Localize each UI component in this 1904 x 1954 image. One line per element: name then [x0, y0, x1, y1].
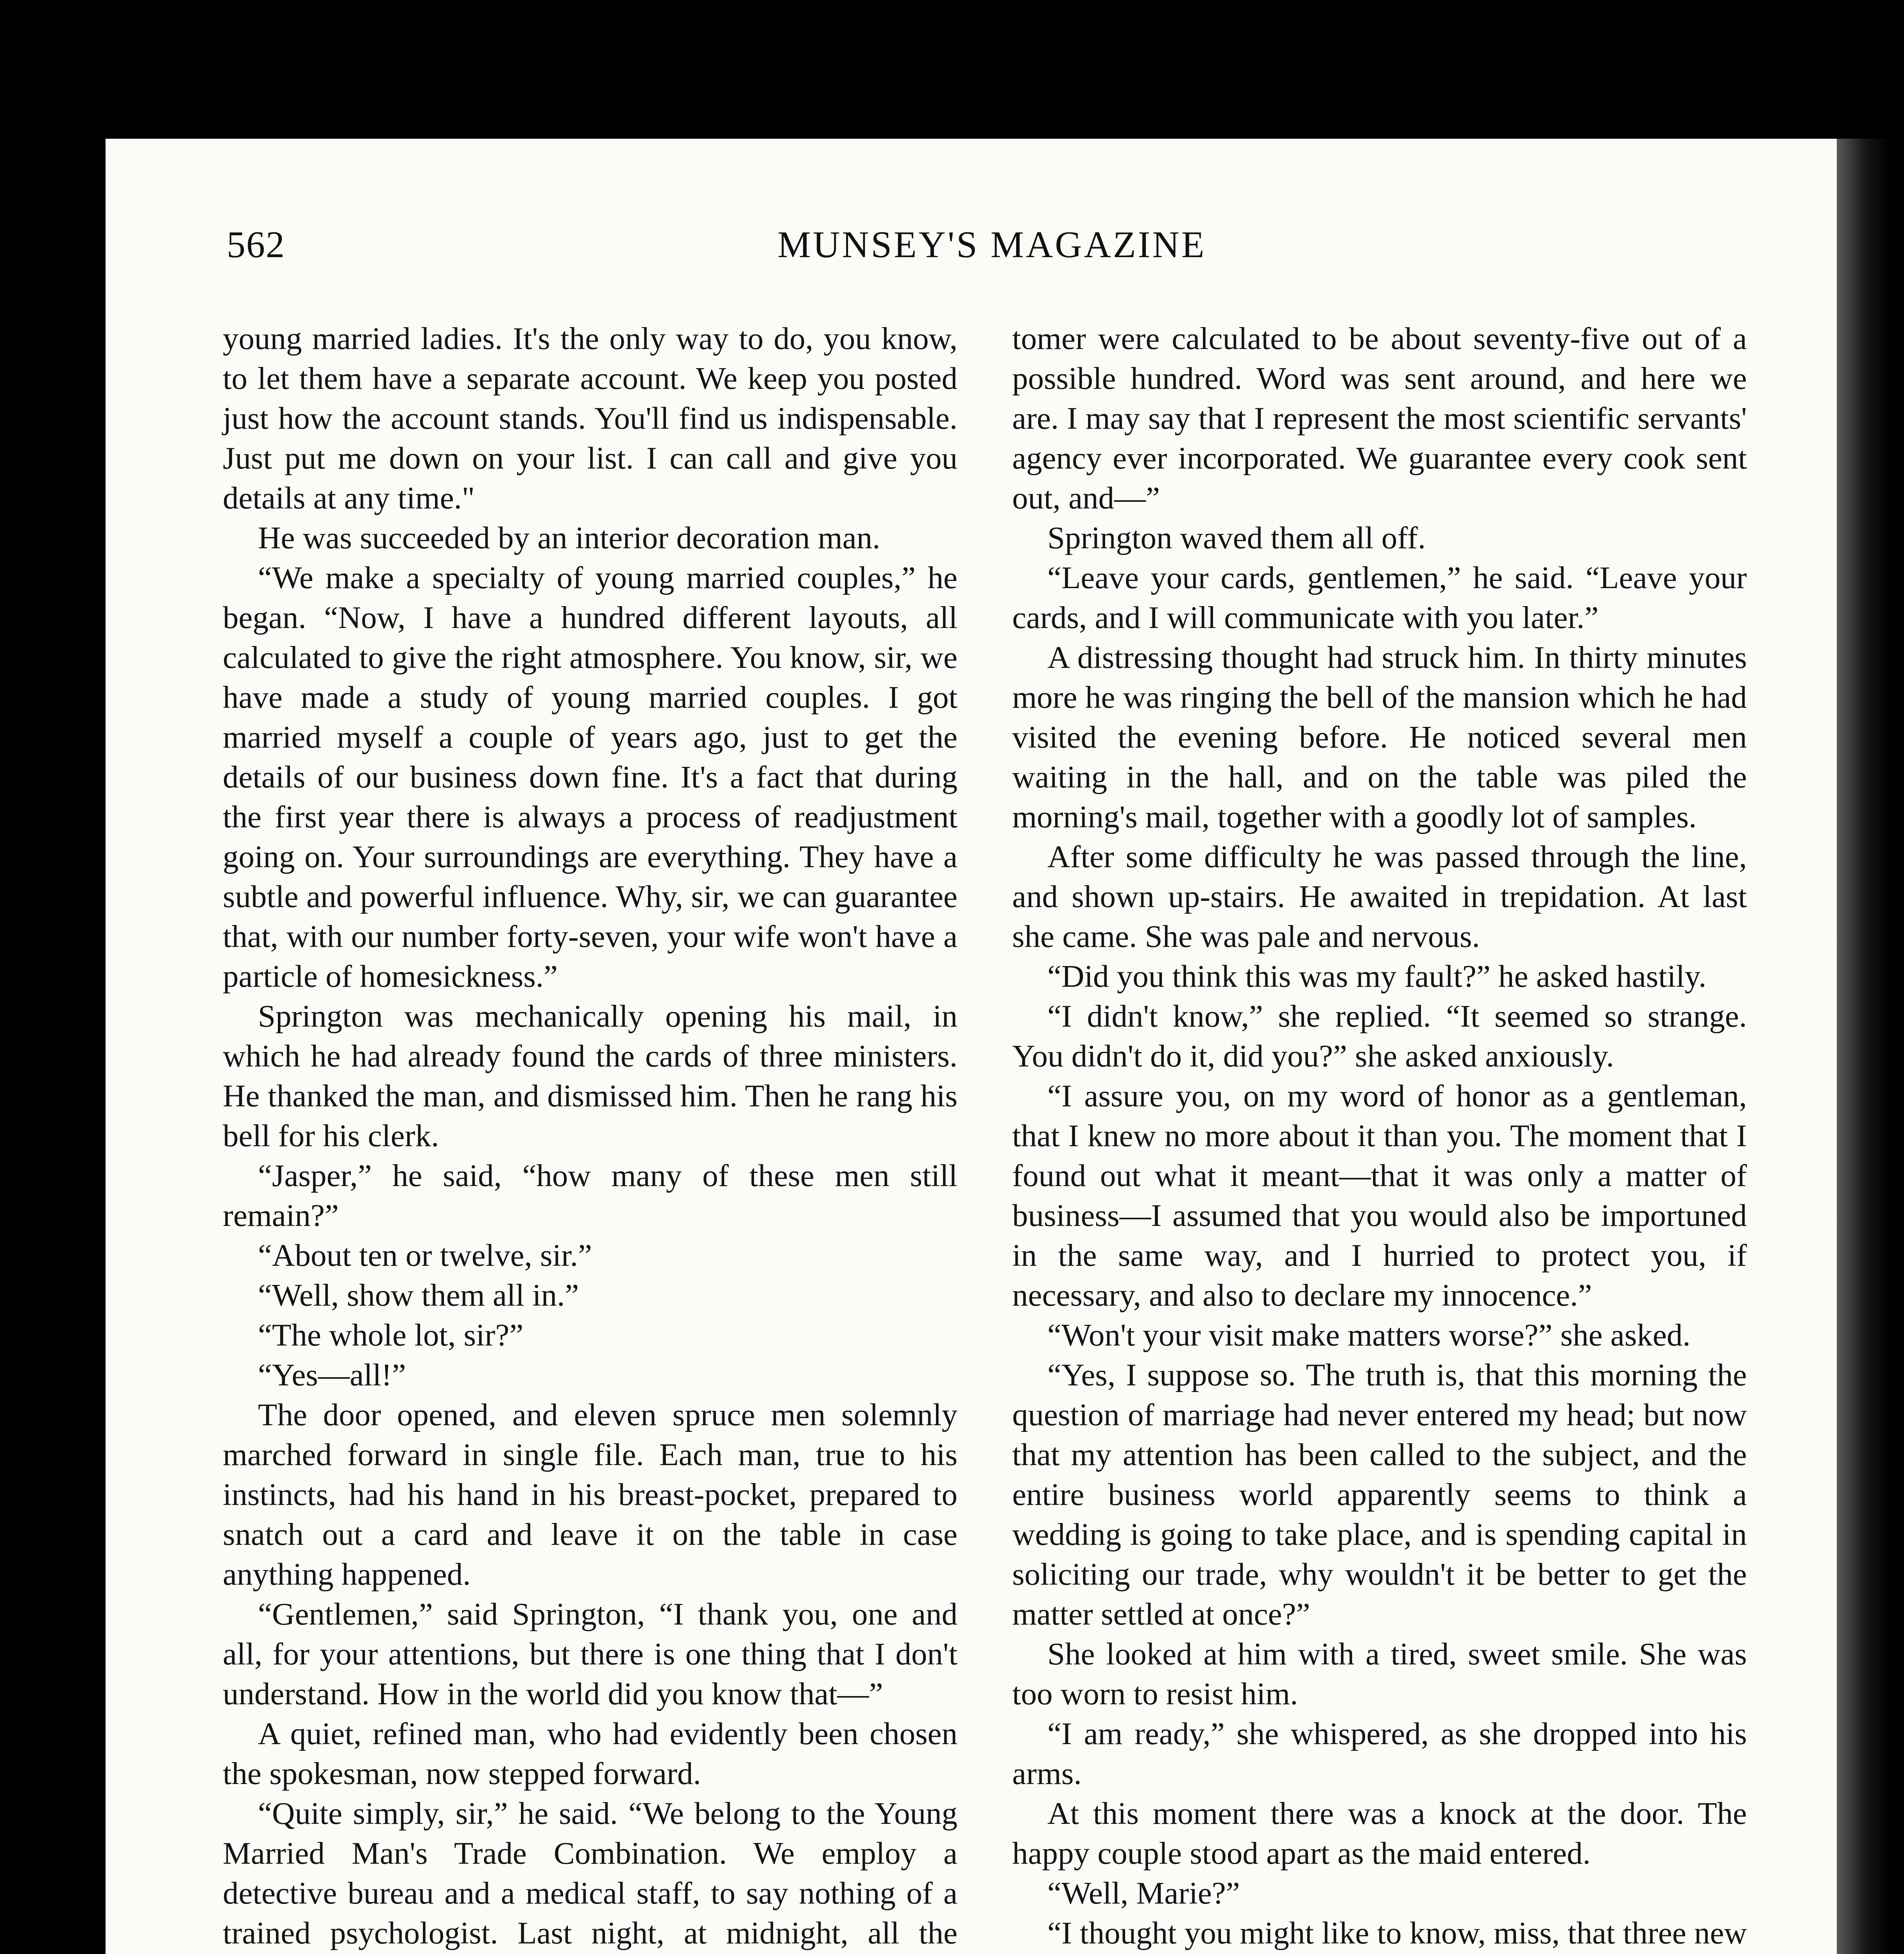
magazine-page — [106, 139, 1878, 1954]
left-column — [223, 319, 957, 1954]
paragraph: “I thought you might like to know, miss, that three new — [1047, 1915, 1747, 1950]
paragraph: Springton waved them all off. — [1047, 520, 1426, 555]
paragraph: “We make a specialty of young married couples,” he began. “Now, I have a hundred different layouts, all calculated to give the right atmosphere. You know, sir, we have made a study of young married couples. I got married myself a couple of years ago, just to get the details of our business down fine. It's a fact that during the first year there is always a process of readjustment going on. Your surroundings are everything. They have a subtle and powerful influence. Why, sir, we can guarantee that, with our number forty-seven, your wife won't have a particle of homesickness.” — [223, 560, 957, 994]
page-number: 562 — [227, 224, 285, 265]
paragraph: “Did you think this was my fault?” he asked hastily. — [1047, 959, 1707, 994]
paragraph: “I assure you, on my word of honor as a gentleman, that I knew no more about it than you. The moment that I found out what it meant—that it was only a matter of business—I assumed that you would also be importuned in the same way, and I hurried to protect you, if necessary, and also to declare my innocence.” — [1012, 1078, 1747, 1313]
paragraph: A quiet, refined man, who had evidently been chosen the spokesman, now stepped forward. — [223, 1716, 957, 1791]
paragraph: The door opened, and eleven spruce men solemnly marched forward in single file. Each man, true to his instincts, had his hand in his breast-pocket, prepared to snatch out a card and leave it on the table in case anything happened. — [223, 1397, 957, 1592]
paragraph: young married ladies. It's the only way to do, you know, to let them have a separate account. We keep you posted just how the account stands. You'll find us indispensable. Just put me down on your list. I can call and give you details at any time." — [223, 321, 957, 515]
paragraph: “Leave your cards, gentlemen,” he said. “Leave your cards, and I will communicate with you later.” — [1012, 560, 1747, 635]
right-column — [1012, 319, 1747, 1954]
paragraph: “I am ready,” she whispered, as she dropped into his arms. — [1012, 1716, 1747, 1791]
paragraph: “Yes—all!” — [258, 1357, 406, 1392]
paragraph: “Well, Marie?” — [1047, 1875, 1240, 1911]
paragraph: “Well, show them all in.” — [258, 1278, 579, 1313]
paragraph: At this moment there was a knock at the door. The happy couple stood apart as the maid entered. — [1012, 1796, 1747, 1871]
paragraph: “Yes, I suppose so. The truth is, that this morning the question of marriage had never entered my head; but now that my attention has been called to the subject, and the entire business world apparently seems to think a wedding is going to take place, and is spending capital in soliciting our trade, why wouldn't it be better to get the matter settled at once?” — [1012, 1357, 1747, 1632]
paragraph: “I didn't know,” she replied. “It seemed so strange. You didn't do it, did you?” she asked anxiously. — [1012, 998, 1747, 1074]
paragraph: “Jasper,” he said, “how many of these men still remain?” — [223, 1158, 957, 1233]
paragraph: “Won't your visit make matters worse?” she asked. — [1047, 1317, 1691, 1353]
paragraph: “About ten or twelve, sir.” — [258, 1238, 592, 1273]
paragraph: After some difficulty he was passed through the line, and shown up-stairs. He awaited in trepidation. At last she came. She was pale and nervous. — [1012, 839, 1747, 954]
paragraph: “Gentlemen,” said Springton, “I thank you, one and all, for your attentions, but there is one thing that I don't understand. How in the world did you know that—” — [223, 1596, 957, 1711]
paragraph: She looked at him with a tired, sweet smile. She was too worn to resist him. — [1012, 1636, 1747, 1711]
page-header — [106, 223, 1878, 274]
paragraph: Springton was mechanically opening his mail, in which he had already found the cards of three ministers. He thanked the man, and dismissed him. Then he rang his bell for his clerk. — [223, 998, 957, 1153]
paragraph: tomer were calculated to be about seventy-five out of a possible hundred. Word was sent around, and here we are. I may say that I represent the most scientific servants' agency ever incorporated. We guarantee every cook sent out, and—” — [1012, 321, 1747, 515]
binding-gutter — [1837, 139, 1891, 1954]
paragraph: “The whole lot, sir?” — [258, 1317, 524, 1353]
paragraph: A distressing thought had struck him. In thirty minutes more he was ringing the bell of the mansion which he had visited the evening before. He noticed several men waiting in the hall, and on the table was piled the morning's mail, together with a goodly lot of samples. — [1012, 640, 1747, 834]
paragraph: “Quite simply, sir,” he said. “We belong to the Young Married Man's Trade Combination. We employ a detective bureau and a medical staff, to say nothing of a trained psychologist. Last night, at midnight, all the — [223, 1796, 957, 1950]
running-head: MUNSEY'S MAGAZINE — [777, 224, 1206, 265]
paragraph: He was succeeded by an interior decoration man. — [258, 520, 880, 555]
